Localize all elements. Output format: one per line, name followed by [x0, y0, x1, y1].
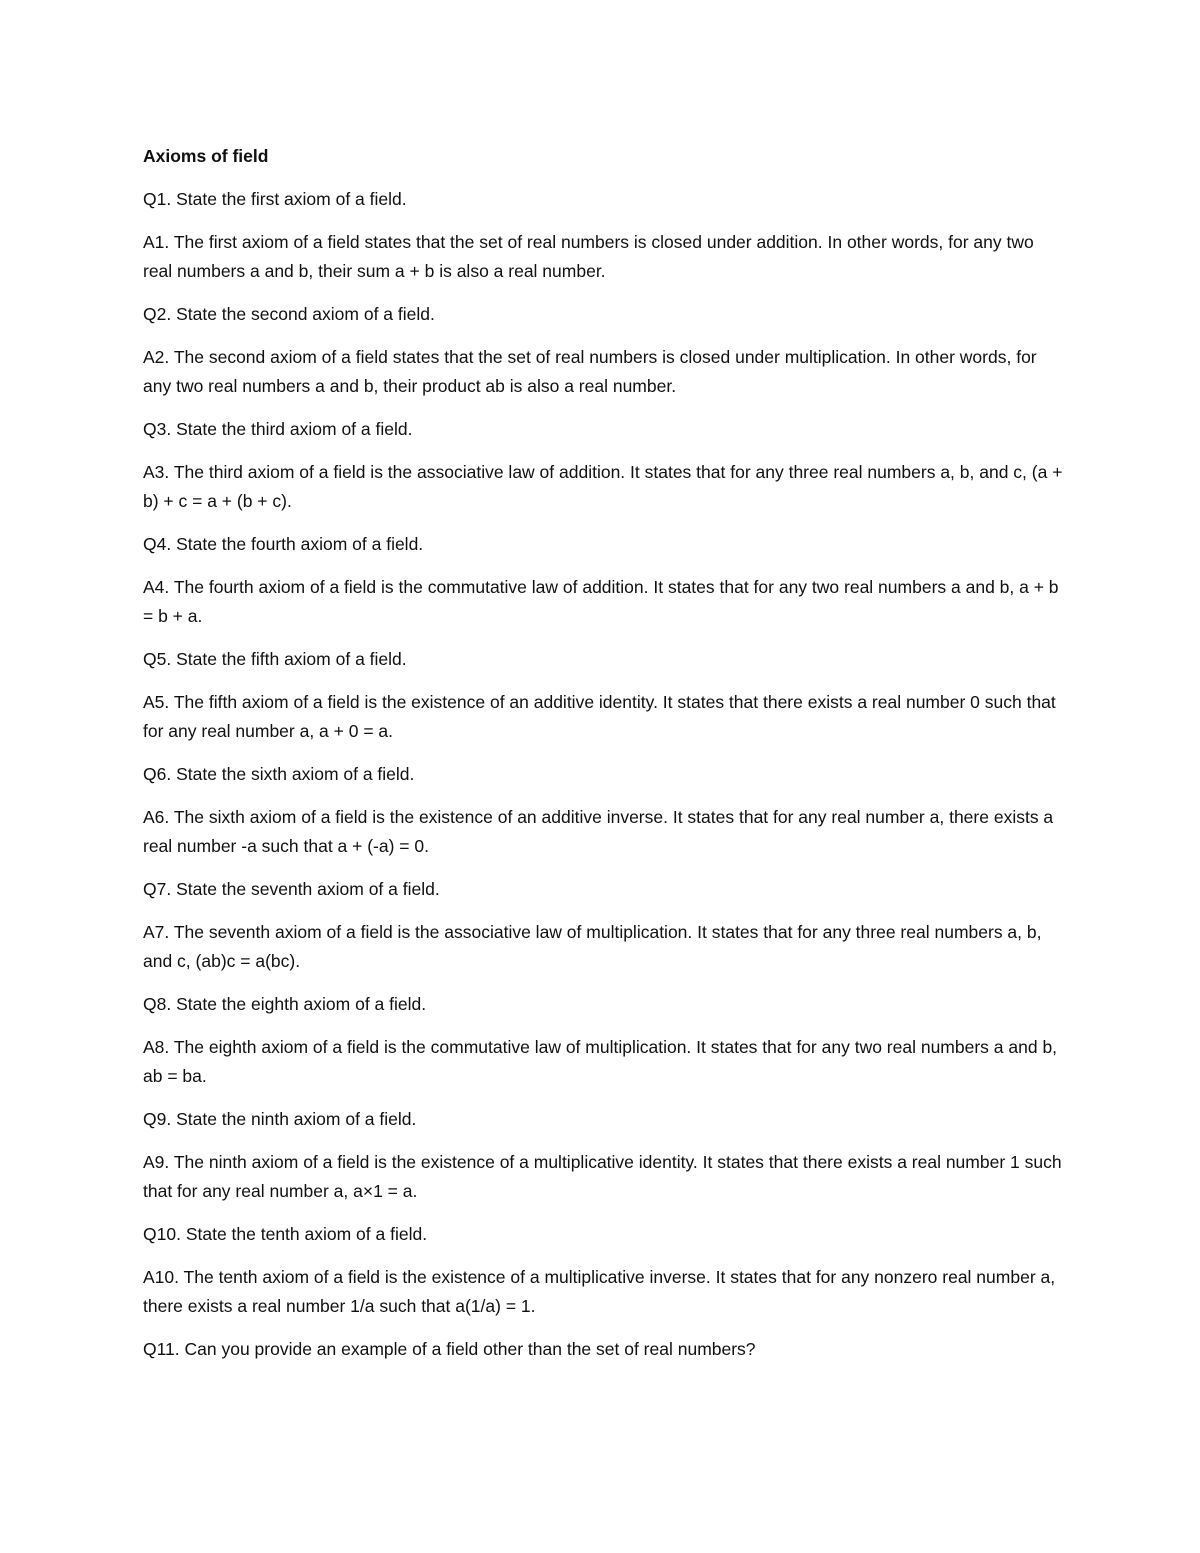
question-label: Q7.: [143, 879, 172, 899]
question-4: [143, 530, 1063, 559]
question-8: [143, 990, 1063, 1019]
answer-3: [143, 458, 1063, 516]
question-text: State the fourth axiom of a field.: [171, 534, 424, 554]
question-5: [143, 645, 1063, 674]
answer-label: A10.: [143, 1267, 179, 1287]
answer-label: A6.: [143, 807, 170, 827]
document-title: Axioms of field: [143, 146, 269, 166]
answer-label: A8.: [143, 1037, 170, 1057]
question-label: Q3.: [143, 419, 172, 439]
answer-6: [143, 803, 1063, 861]
question-text: State the first axiom of a field.: [171, 189, 407, 209]
answer-text: The sixth axiom of a field is the existence of an additive inverse. It states that for any real number a, there exists a real number -a such that a + (-a) = 0.: [143, 807, 1054, 856]
answer-4: [143, 573, 1063, 631]
question-text: State the sixth axiom of a field.: [171, 764, 415, 784]
question-label: Q10.: [143, 1224, 181, 1244]
question-label: Q8.: [143, 994, 172, 1014]
question-text: State the fifth axiom of a field.: [171, 649, 407, 669]
question-label: Q9.: [143, 1109, 172, 1129]
answer-1: [143, 228, 1063, 286]
answer-label: A7.: [143, 922, 170, 942]
answer-10: [143, 1263, 1063, 1321]
answer-8: [143, 1033, 1063, 1091]
question-9: [143, 1105, 1063, 1134]
answer-label: A1.: [143, 232, 170, 252]
question-label: Q11.: [143, 1339, 180, 1359]
answer-5: [143, 688, 1063, 746]
question-text: State the second axiom of a field.: [171, 304, 435, 324]
question-7: [143, 875, 1063, 904]
question-label: Q1.: [143, 189, 172, 209]
answer-text: The eighth axiom of a field is the commutative law of multiplication. It states that for any two real numbers a and b, ab = ba.: [143, 1037, 1058, 1086]
answer-text: The fourth axiom of a field is the commutative law of addition. It states that for any two real numbers a and b, a + b = b + a.: [143, 577, 1059, 626]
question-label: Q6.: [143, 764, 172, 784]
document-body: [143, 142, 1063, 1378]
question-text: State the ninth axiom of a field.: [171, 1109, 417, 1129]
question-text: State the eighth axiom of a field.: [171, 994, 427, 1014]
answer-text: The first axiom of a field states that the set of real numbers is closed under addition. In other words, for any two real numbers a and b, their sum a + b is also a real number.: [143, 232, 1034, 281]
answer-label: A3.: [143, 462, 170, 482]
answer-text: The third axiom of a field is the associative law of addition. It states that for any three real numbers a, b, and c, (a + b) + c = a + (b + c).: [143, 462, 1063, 511]
question-label: Q4.: [143, 534, 172, 554]
answer-2: [143, 343, 1063, 401]
answer-label: A5.: [143, 692, 170, 712]
answer-text: The fifth axiom of a field is the existence of an additive identity. It states that there exists a real number 0 such that for any real number a, a + 0 = a.: [143, 692, 1056, 741]
question-3: [143, 415, 1063, 444]
answer-label: A4.: [143, 577, 170, 597]
question-label: Q5.: [143, 649, 172, 669]
question-text: State the seventh axiom of a field.: [171, 879, 440, 899]
question-10: [143, 1220, 1063, 1249]
question-text: Can you provide an example of a field other than the set of real numbers?: [179, 1339, 756, 1359]
answer-text: The tenth axiom of a field is the existence of a multiplicative inverse. It states that for any nonzero real number a, there exists a real number 1/a such that a(1/a) = 1.: [143, 1267, 1056, 1316]
question-11: [143, 1335, 1063, 1364]
answer-text: The seventh axiom of a field is the associative law of multiplication. It states that for any three real numbers a, b, and c, (ab)c = a(bc).: [143, 922, 1042, 971]
answer-9: [143, 1148, 1063, 1206]
answer-text: The second axiom of a field states that the set of real numbers is closed under multiplication. In other words, for any two real numbers a and b, their product ab is also a real number.: [143, 347, 1037, 396]
question-2: [143, 300, 1063, 329]
question-label: Q2.: [143, 304, 172, 324]
answer-label: A9.: [143, 1152, 170, 1172]
question-6: [143, 760, 1063, 789]
question-text: State the third axiom of a field.: [171, 419, 413, 439]
question-text: State the tenth axiom of a field.: [180, 1224, 428, 1244]
question-1: [143, 185, 1063, 214]
answer-label: A2.: [143, 347, 170, 367]
answer-7: [143, 918, 1063, 976]
answer-text: The ninth axiom of a field is the existence of a multiplicative identity. It states that there exists a real number 1 such that for any real number a, a×1 = a.: [143, 1152, 1062, 1201]
